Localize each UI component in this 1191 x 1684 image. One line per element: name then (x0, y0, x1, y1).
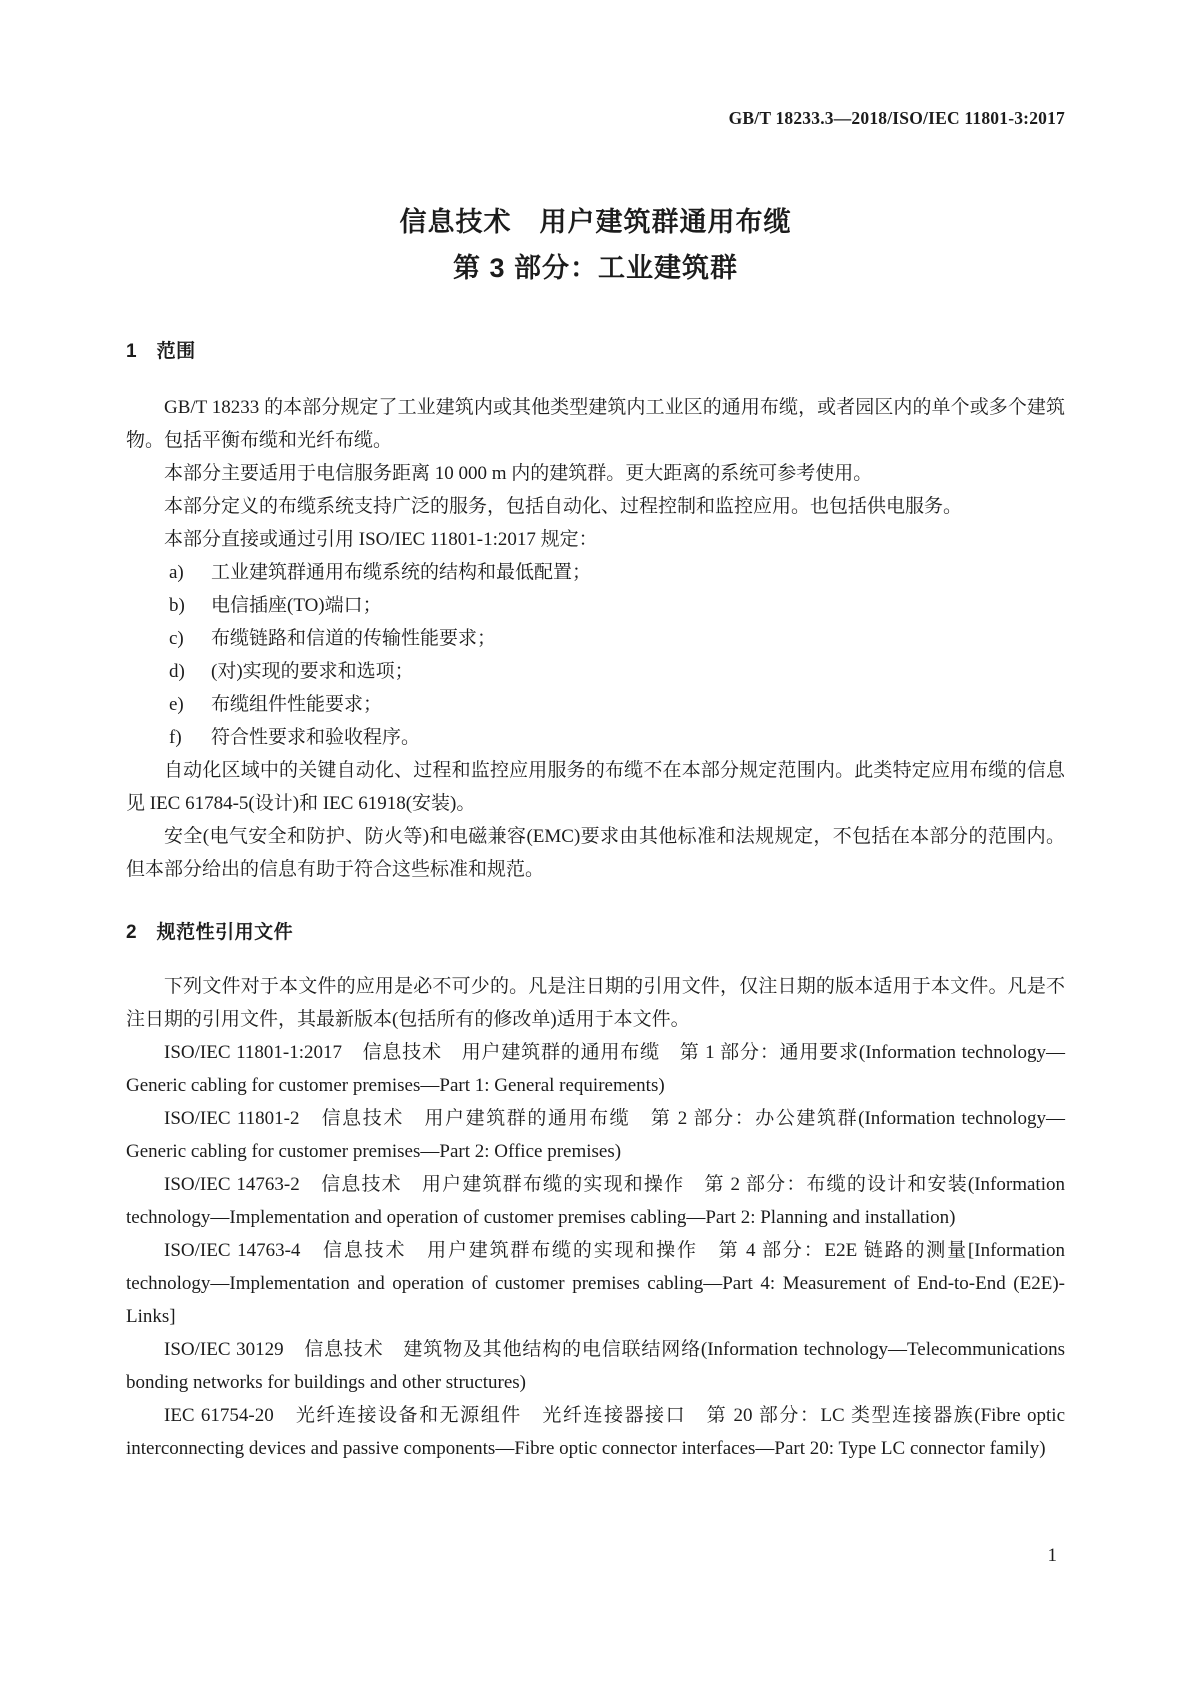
list-marker: d) (169, 661, 185, 682)
standard-number: GB/T 18233.3—2018/ISO/IEC 11801-3:2017 (728, 108, 1065, 128)
scope-paragraph-1: GB/T 18233 的本部分规定了工业建筑内或其他类型建筑内工业区的通用布缆，或者园区内的单个或多个建筑物。包括平衡布缆和光纤布缆。 (126, 397, 1065, 451)
list-item (126, 655, 1065, 688)
list-item (126, 556, 1065, 589)
list-item (126, 622, 1065, 655)
reference-entry-6: IEC 61754-20 光纤连接设备和无源组件 光纤连接器接口 第 20 部分：LC 类型连接器族(Fibre optic interconnecting devices and passive components—Fibre optic connector interfaces—Part 20: Type LC connector family) (126, 1405, 1065, 1459)
section-scope-heading: 1 范围 (126, 341, 196, 362)
reference-entry-2: ISO/IEC 11801-2 信息技术 用户建筑群的通用布缆 第 2 部分：办公建筑群(Information technology—Generic cabling for customer premises—Part 2: Office premises) (126, 1108, 1065, 1162)
list-item (126, 589, 1065, 622)
list-item (126, 688, 1065, 721)
list-marker: f) (169, 727, 182, 748)
list-item-text: 工业建筑群通用布缆系统的结构和最低配置； (211, 562, 592, 583)
list-marker: b) (169, 595, 185, 616)
list-item-text: (对)实现的要求和选项； (211, 661, 414, 682)
list-item (126, 721, 1065, 754)
scope-paragraph-4: 本部分直接或通过引用 ISO/IEC 11801-1:2017 规定： (164, 529, 598, 550)
reference-entry-1: ISO/IEC 11801-1:2017 信息技术 用户建筑群的通用布缆 第 1 部分：通用要求(Information technology—Generic cabling for customer premises—Part 1: General requirements) (126, 1042, 1065, 1096)
list-item-text: 符合性要求和验收程序。 (211, 727, 421, 748)
list-marker: c) (169, 628, 184, 649)
section-normative-references-heading: 2 规范性引用文件 (126, 922, 294, 943)
reference-entry-3: ISO/IEC 14763-2 信息技术 用户建筑群布缆的实现和操作 第 2 部分：布缆的设计和安装(Information technology—Implementation and operation of customer premises cabling—Part 2: Planning and installation) (126, 1174, 1065, 1228)
document-title (126, 199, 1065, 291)
list-item-text: 布缆链路和信道的传输性能要求； (211, 628, 497, 649)
document-title-line1: 信息技术 用户建筑群通用布缆 (399, 207, 792, 237)
list-item-text: 电信插座(TO)端口； (211, 595, 382, 616)
scope-paragraph-3: 本部分定义的布缆系统支持广泛的服务，包括自动化、过程控制和监控应用。也包括供电服务。 (164, 496, 963, 517)
reference-entry-4: ISO/IEC 14763-4 信息技术 用户建筑群布缆的实现和操作 第 4 部分：E2E 链路的测量[Information technology—Implementation and operation of customer premises cabling—Part 4: Measurement of End-to-End (E2E)-Links] (126, 1240, 1065, 1327)
scope-paragraph-5: 自动化区域中的关键自动化、过程和监控应用服务的布缆不在本部分规定范围内。此类特定应用布缆的信息见 IEC 61784-5(设计)和 IEC 61918(安装)。 (126, 760, 1065, 814)
document-title-line2: 第 3 部分：工业建筑群 (452, 253, 739, 283)
page-number: 1 (1047, 1545, 1057, 1566)
list-marker: e) (169, 694, 184, 715)
list-item-text: 布缆组件性能要求； (211, 694, 383, 715)
reference-entry-5: ISO/IEC 30129 信息技术 建筑物及其他结构的电信联结网络(Information technology—Telecommunications bonding networks for buildings and other structures) (126, 1339, 1065, 1393)
normative-references-intro: 下列文件对于本文件的应用是必不可少的。凡是注日期的引用文件，仅注日期的版本适用于本文件。凡是不注日期的引用文件，其最新版本(包括所有的修改单)适用于本文件。 (126, 976, 1065, 1030)
scope-paragraph-6: 安全(电气安全和防护、防火等)和电磁兼容(EMC)要求由其他标准和法规规定，不包括在本部分的范围内。但本部分给出的信息有助于符合这些标准和规范。 (126, 826, 1065, 880)
list-marker: a) (169, 562, 184, 583)
scope-paragraph-2: 本部分主要适用于电信服务距离 10 000 m 内的建筑群。更大距离的系统可参考使用。 (164, 463, 873, 484)
